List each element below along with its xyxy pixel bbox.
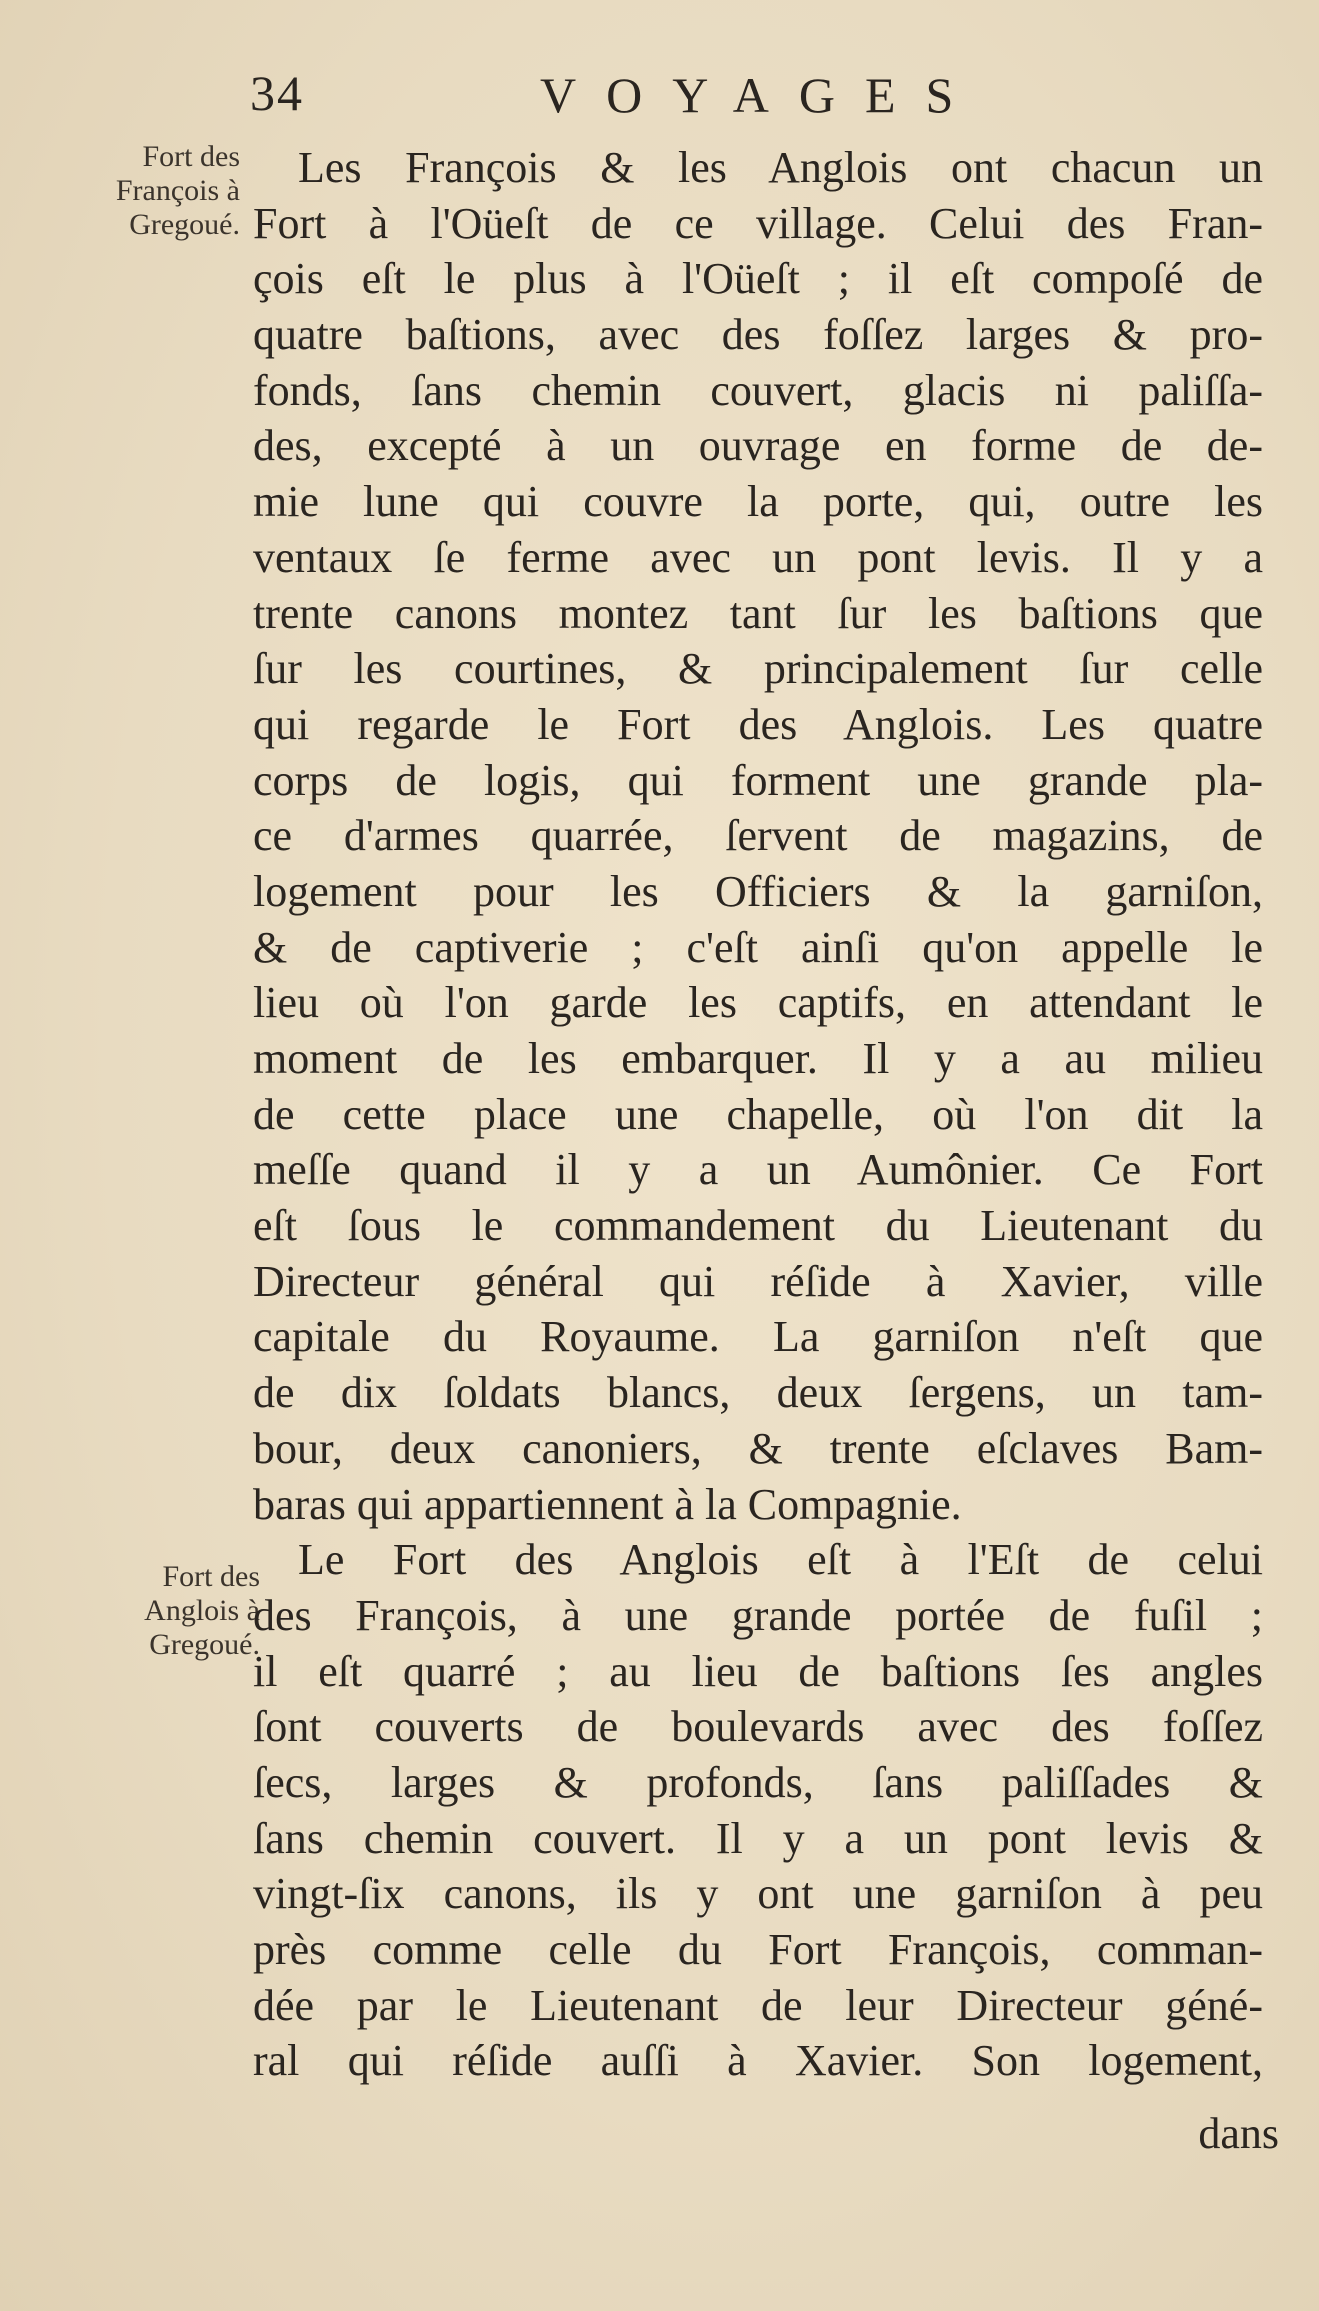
margin-note-english-fort [45, 1560, 260, 1662]
margin-note-line: Gregoué. [129, 208, 240, 241]
running-title: VOYAGES [540, 67, 984, 123]
text-line: baras qui appartiennent à la Compagnie. [253, 1479, 962, 1529]
text-line: çois eſt le plus à l'Oüeſt ; il eſt compoſé de [253, 254, 1263, 304]
text-line: moment de les embarquer. Il y a au milieu [253, 1034, 1263, 1083]
margin-note-line: François à [115, 174, 240, 207]
margin-note-line: Gregoué. [149, 1628, 260, 1661]
paragraph-english-fort [253, 1532, 1263, 2089]
text-line: ſans chemin couvert. Il y a un pont levis & [253, 1813, 1263, 1863]
text-line: il eſt quarré ; au lieu de baſtions ſes angles [253, 1646, 1263, 1696]
text-line: Directeur général qui réſide à Xavier, ville [253, 1256, 1263, 1306]
page-header [250, 60, 1270, 140]
margin-note-line: Fort des [162, 1560, 260, 1593]
text-line: logement pour les Officiers & la garniſon, [253, 866, 1263, 916]
text-line: Fort à l'Oüeſt de ce village. Celui des Fran- [253, 198, 1263, 248]
text-line: & de captiverie ; c'eſt ainſi qu'on appelle le [253, 922, 1263, 972]
text-line: près comme celle du Fort François, comman- [253, 1925, 1263, 1974]
margin-note-french-fort [25, 140, 240, 242]
text-line: ce d'armes quarrée, ſervent de magazins, de [253, 811, 1263, 861]
text-line: quatre baſtions, avec des foſſez larges & pro- [253, 310, 1263, 360]
text-line: lieu où l'on garde les captifs, en attendant le [253, 978, 1263, 1028]
text-line: trente canons montez tant ſur les baſtions que [253, 588, 1263, 638]
text-line: capitale du Royaume. La garniſon n'eſt que [253, 1312, 1263, 1362]
text-line: fonds, ſans chemin couvert, glacis ni paliſſa- [253, 365, 1263, 415]
text-line: ſont couverts de boulevards avec des foſſez [253, 1702, 1263, 1752]
text-line: mie lune qui couvre la porte, qui, outre les [253, 477, 1263, 527]
text-line: Les François & les Anglois ont chacun un [298, 143, 1263, 192]
text-line: corps de logis, qui forment une grande pla- [253, 755, 1263, 805]
text-line: ſur les courtines, & principalement ſur celle [253, 644, 1263, 694]
text-line: de cette place une chapelle, où l'on dit la [253, 1089, 1263, 1139]
text-line: eſt ſous le commandement du Lieutenant du [253, 1201, 1263, 1251]
text-line: qui regarde le Fort des Anglois. Les quatre [253, 699, 1263, 749]
page-number: 34 [250, 65, 304, 121]
text-line: ſecs, larges & profonds, ſans paliſſades & [253, 1757, 1263, 1807]
text-line: vingt-ſix canons, ils y ont une garniſon à peu [253, 1869, 1263, 1919]
text-line: meſſe quand il y a un Aumônier. Ce Fort [253, 1145, 1263, 1195]
text-line: ventaux ſe ferme avec un pont levis. Il y a [253, 532, 1263, 582]
body-text [253, 140, 1263, 2089]
catchword: dans [1198, 2109, 1279, 2158]
text-line: Le Fort des Anglois eſt à l'Eſt de celui [298, 1535, 1263, 1585]
text-line: de dix ſoldats blancs, deux ſergens, un tam- [253, 1368, 1263, 1418]
margin-note-line: Anglois à [144, 1594, 260, 1627]
text-line: des, excepté à un ouvrage en forme de de- [253, 421, 1263, 471]
paragraph-french-fort [253, 140, 1263, 1532]
text-line: ral qui réſide auſſi à Xavier. Son logement, [253, 2036, 1263, 2086]
text-line: dée par le Lieutenant de leur Directeur géné- [253, 1980, 1263, 2030]
text-line: bour, deux canoniers, & trente eſclaves Bam- [253, 1423, 1263, 1473]
text-line: des François, à une grande portée de fuſil ; [253, 1590, 1263, 1640]
margin-note-line: Fort des [142, 140, 240, 173]
